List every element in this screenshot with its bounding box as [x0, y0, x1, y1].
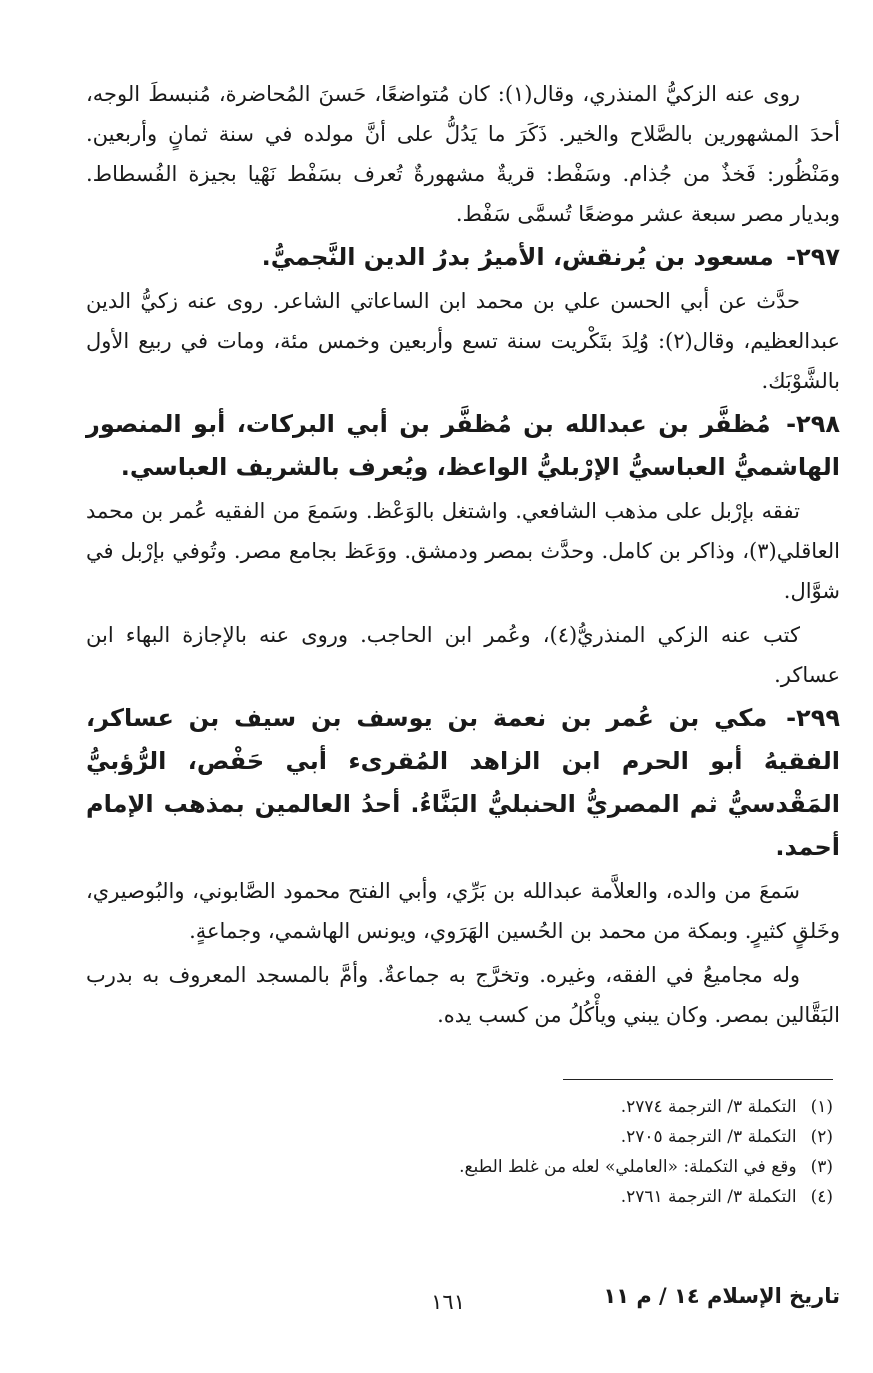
footnote-item [133, 1152, 833, 1182]
footnote-number: (٢) [810, 1127, 833, 1147]
entry-297-title: مسعود بن يُرنقش، الأميرُ بدرُ الدين النَّجميُّ. [261, 243, 774, 271]
entry-298-title: مُظفَّر بن عبدالله بن مُظفَّر بن أبي البركات، أبو المنصور الهاشميُّ العباسيُّ الإرْبليُّ الواعظ، ويُعرف بالشريف العباسي. [86, 410, 840, 481]
entry-298-body-1: تفقه بإرْبل على مذهب الشافعي. واشتغل بالوَعْظ. وسَمعَ من الفقيه عُمر بن محمد العاقلي(٣)، وذاكر بن كامل. وحدَّث بمصر ودمشق. ووَعَظ بجامع مصر. وتُوفي بإرْبل في شوَّال. [86, 499, 840, 603]
footnote-number: (٤) [810, 1187, 833, 1207]
entry-299-heading [86, 697, 840, 869]
page-body [86, 74, 840, 1035]
footnote-text: التكملة ٣/ الترجمة ٢٧٠٥. [620, 1127, 797, 1147]
footnote-text: وقع في التكملة: «العاملي» لعله من غلط الطبع. [459, 1157, 797, 1177]
entry-299-title: مكي بن عُمر بن نعمة بن يوسف بن سيف بن عساكر، الفقيهُ أبو الحرم ابن الزاهد المُقرىء أبي حَفْص، الرُّؤبيُّ المَقْدسيُّ ثم المصريُّ الحنبليُّ البَنَّاءُ. أحدُ العالمين بمذهب الإمام أحمد. [86, 704, 840, 861]
footnote-text: التكملة ٣/ الترجمة ٢٧٦١. [620, 1187, 797, 1207]
intro-paragraph: روى عنه الزكيُّ المنذري، وقال(١): كان مُتواضعًا، حَسنَ المُحاضرة، مُنبسطَ الوجه، أحدَ المشهورين بالصَّلاح والخير. ذَكَرَ ما يَدُلُّ على أنَّ مولده في سنة ثمانٍ وأربعين. ومَنْظُور: فَخذٌ من جُذام. وسَفْط: قريةٌ مشهورةٌ تُعرف بسَفْط نَهْيا بجيزة الفُسطاط. وبديار مصر سبعة عشر موضعًا تُسمَّى سَفْط. [86, 82, 840, 226]
page-footer [86, 1284, 840, 1324]
entry-299-body-2: وله مجاميعُ في الفقه، وغيره. وتخرَّج به جماعةٌ. وأمَّ بالمسجد المعروف به بدرب البَقَّالين بمصر. وكان يبني ويأْكُلُ من كسب يده. [86, 963, 840, 1027]
entry-297-number: ٢٩٧- [786, 243, 840, 271]
footnote-number: (١) [810, 1097, 833, 1117]
entry-297-heading [86, 236, 840, 279]
entry-298-number: ٢٩٨- [786, 410, 840, 438]
running-title: تاريخ الإسلام ١٤ / م ١١ [603, 1284, 840, 1308]
entry-298-body-2: كتب عنه الزكي المنذريُّ(٤)، وعُمر ابن الحاجب. وروى عنه بالإجازة البهاء ابن عساكر. [86, 623, 840, 687]
footnote-divider [563, 1079, 833, 1080]
entry-298-heading [86, 403, 840, 489]
footnote-number: (٣) [810, 1157, 833, 1177]
entry-297-body: حدَّث عن أبي الحسن علي بن محمد ابن الساعاتي الشاعر. روى عنه زكيُّ الدين عبدالعظيم، وقال(٢): وُلِدَ بتَكْريت سنة تسع وأربعين وخمس مئة، ومات في ربيع الأول بالشَّوْبَك. [86, 289, 841, 393]
entry-299-number: ٢٩٩- [786, 704, 840, 732]
entry-299-body-1: سَمعَ من والده، والعلاَّمة عبدالله بن بَرِّي، وأبي الفتح محمود الصَّابوني، والبُوصيري، وخَلقٍ كثيرٍ. وبمكة من محمد بن الحُسين الهَرَوي، ويونس الهاشمي، وجماعةٍ. [86, 879, 840, 943]
footnote-item [133, 1092, 833, 1122]
page-number: ١٦١ [431, 1290, 465, 1314]
footnote-text: التكملة ٣/ الترجمة ٢٧٧٤. [620, 1097, 797, 1117]
footnotes [133, 1092, 833, 1212]
footnote-item [133, 1182, 833, 1212]
footnote-item [133, 1122, 833, 1152]
